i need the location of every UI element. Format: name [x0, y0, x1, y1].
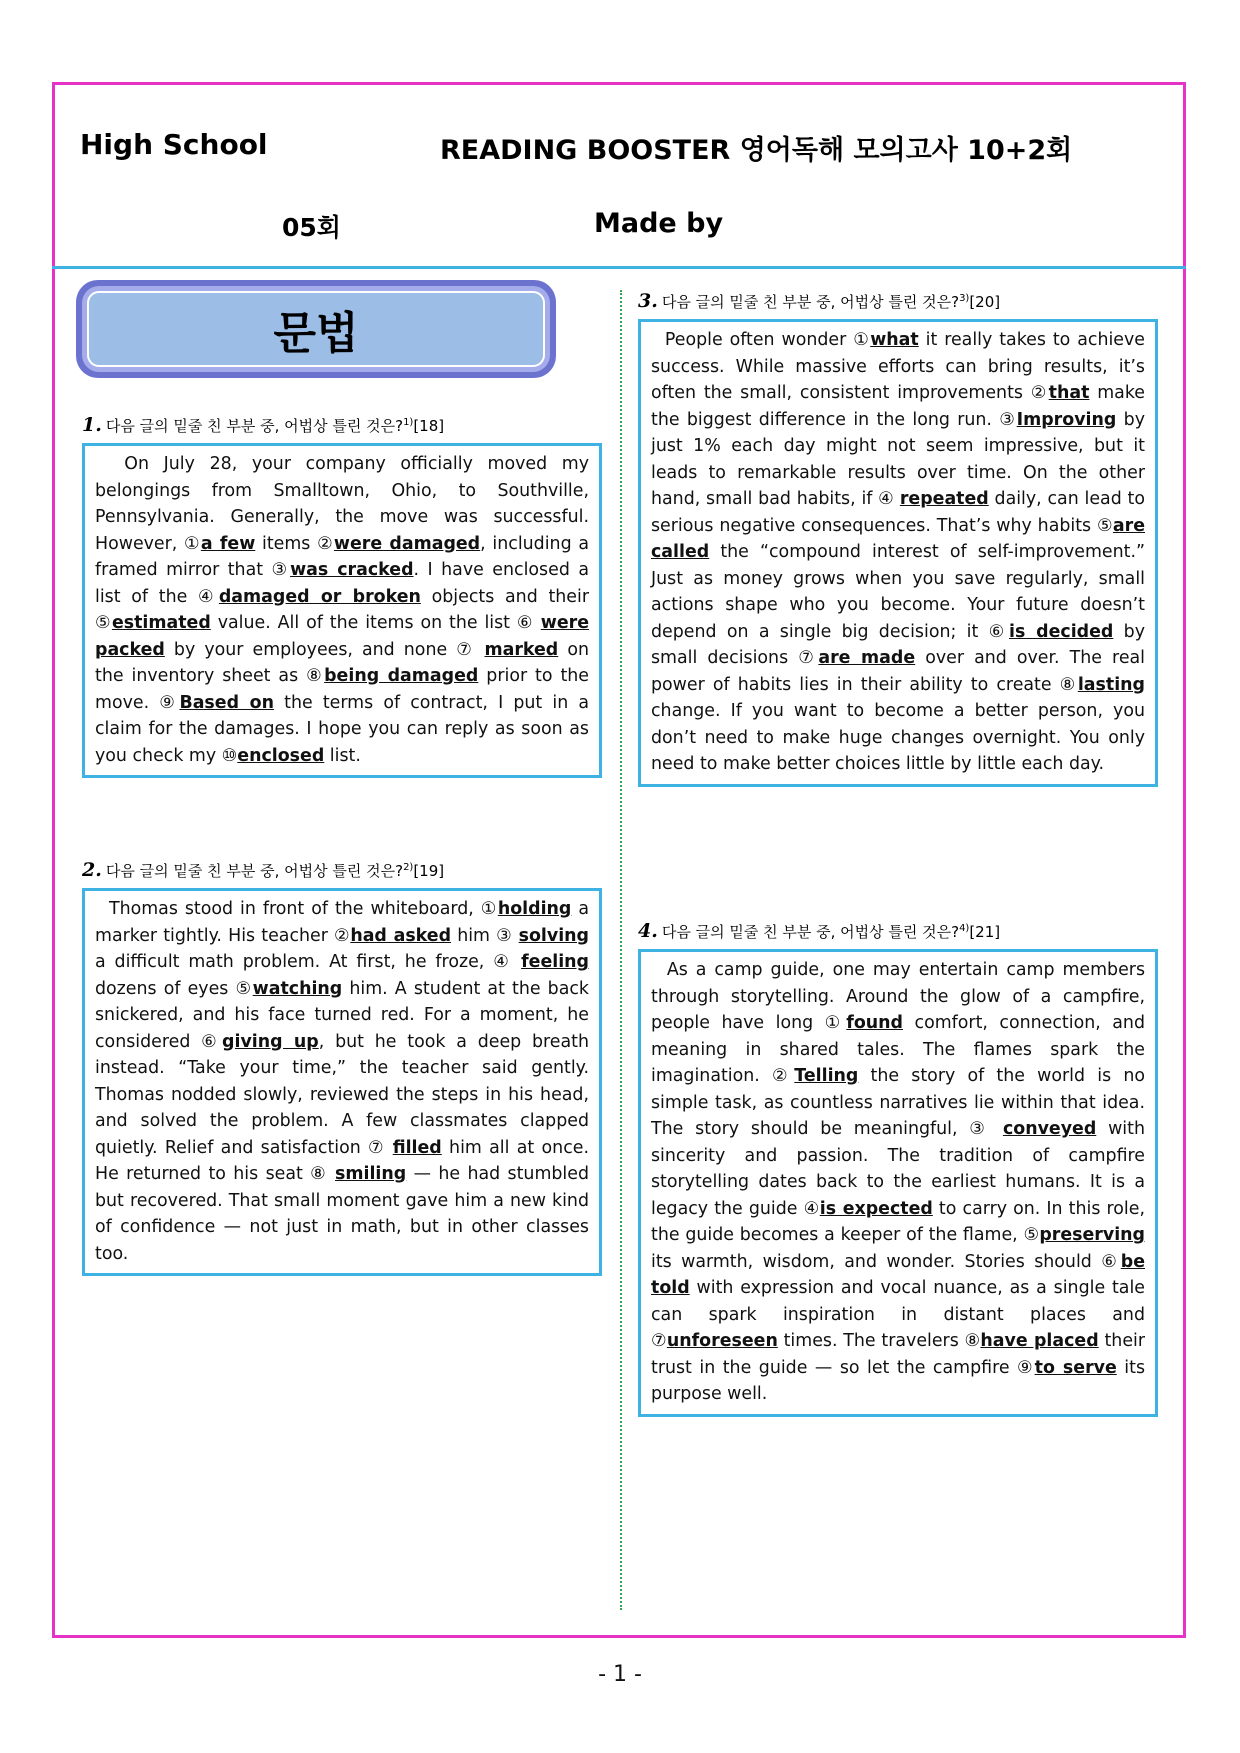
passage-text: objects and their ⑤	[95, 586, 589, 633]
underlined-answer: were damaged	[333, 533, 481, 554]
footnote-ref: 2)	[403, 862, 414, 873]
passage-text: times. The travelers ⑧	[777, 1331, 981, 1351]
underlined-answer: marked	[484, 639, 559, 660]
page-number: - 1 -	[598, 1662, 642, 1687]
passage-text: — he had stumbled but recovered. That small moment gave him a new kind of confidence — not just in math, but in other classes too.	[95, 1164, 589, 1264]
passage-text: over and over. The real power of habits lies in their ability to create ⑧	[651, 648, 1146, 695]
passage-text: the story of the world is no simple task, as countless narratives lie within that idea. The story should be meaningful, ③	[651, 1066, 1146, 1139]
question-number: 3.	[638, 290, 658, 312]
question-1-title	[82, 414, 444, 436]
question-3-passage	[638, 319, 1158, 787]
question-code: [21]	[969, 923, 1001, 941]
round-label: 05회	[282, 213, 341, 242]
underlined-answer: conveyed	[1002, 1119, 1097, 1139]
passage-text: a marker tightly. His teacher ②	[95, 899, 589, 946]
underlined-answer: are called	[651, 515, 1145, 562]
passage-text: him. A student at the back snickered, and his face turned red. For a moment, he considered ⑥	[95, 978, 589, 1052]
underlined-answer: feeling	[521, 952, 589, 972]
passage-text: by just 1% each day might not seem impressive, but it leads to remarkable results over time. On the other hand, small bad habits, if ④	[651, 409, 1145, 509]
underlined-answer: is expected	[819, 1198, 933, 1219]
passage-text: On July 28, your company officially moved my belongings from Smalltown, Ohio, to Southville, Pennsylvania. Generally, the move was successful. However, ①	[95, 454, 589, 554]
passage-text: him ③	[451, 925, 519, 946]
passage-text: by your employees, and none ⑦	[164, 639, 485, 660]
underlined-answer: to serve	[1034, 1357, 1117, 1378]
underlined-answer: preserving	[1039, 1225, 1145, 1245]
question-prompt: 다음 글의 밑줄 친 부분 중, 어법상 틀린 것은?	[105, 862, 404, 880]
underlined-answer: be told	[651, 1251, 1145, 1298]
underlined-answer: giving up	[222, 1031, 319, 1052]
underlined-answer: have placed	[980, 1331, 1099, 1351]
question-code: [18]	[413, 417, 445, 435]
passage-text: make the biggest difference in the long run. ③	[651, 383, 1145, 430]
underlined-answer: were packed	[95, 613, 590, 660]
footnote-ref: 1)	[403, 417, 414, 428]
passage-text: to carry on. In this role, the guide becomes a keeper of the flame, ⑤	[651, 1198, 1145, 1245]
section-title: 문법	[87, 291, 545, 367]
underlined-answer: holding	[497, 899, 572, 919]
question-prompt: 다음 글의 밑줄 친 부분 중, 어법상 틀린 것은?	[661, 923, 960, 941]
underlined-answer: filled	[392, 1137, 442, 1158]
passage-text: People often wonder ①	[664, 330, 871, 350]
passage-text: As a camp guide, one may entertain camp members through storytelling. Around the glow of a campfire, people have long ①	[651, 960, 1146, 1033]
passage-text: daily, can lead to serious negative consequences. That’s why habits ⑤	[651, 489, 1145, 536]
underlined-answer: solving	[518, 925, 589, 946]
question-number: 1.	[82, 414, 102, 436]
passage-text: change. If you want to become a better person, you don’t need to make huge changes overnight. You only need to make better choices little by little each day.	[651, 701, 1145, 774]
footnote-ref: 3)	[959, 293, 970, 304]
underlined-answer: being damaged	[324, 666, 479, 686]
passage-text: , but he took a deep breath instead. “Take your time,” the teacher said gently. Thomas nodded slowly, reviewed the steps in his head, and solved the problem. A few classmates clapped quietly. Relief and satisfaction ⑦	[95, 1031, 589, 1158]
underlined-answer: smiling	[335, 1164, 407, 1184]
underlined-answer: damaged or broken	[218, 586, 421, 607]
exam-title: READING BOOSTER 영어독해 모의고사 10+2회	[440, 135, 1073, 166]
passage-text: . I have enclosed a list of the ④	[95, 560, 589, 607]
passage-text: with expression and vocal nuance, as a single tale can spark inspiration in distant places and ⑦	[651, 1278, 1145, 1351]
question-code: [19]	[413, 862, 445, 880]
passage-text: its purpose well.	[651, 1357, 1145, 1404]
question-2-title	[82, 859, 444, 881]
underlined-answer: Telling	[794, 1066, 859, 1086]
footnote-ref: 4)	[959, 923, 970, 934]
underlined-answer: estimated	[111, 613, 211, 633]
passage-text: dozens of eyes ⑤	[95, 978, 253, 999]
passage-text: a difficult math problem. At first, he froze, ④	[95, 952, 522, 972]
passage-text: the “compound interest of self-improvement.” Just as money grows when you save regularly, small actions shape who you become. Your future doesn’t depend on a single big decision; it ⑥	[651, 542, 1145, 642]
question-number: 2.	[82, 859, 102, 881]
question-3-title	[638, 290, 1000, 312]
question-prompt: 다음 글의 밑줄 친 부분 중, 어법상 틀린 것은?	[105, 417, 404, 435]
underlined-answer: is decided	[1009, 621, 1114, 642]
underlined-answer: Improving	[1016, 409, 1117, 430]
underlined-answer: was cracked	[290, 560, 414, 580]
passage-text: on the inventory sheet as ⑧	[95, 639, 589, 686]
underlined-answer: are made	[818, 648, 916, 668]
underlined-answer: repeated	[899, 489, 989, 509]
passage-text: comfort, connection, and meaning in shared tales. The flames spark the imagination. ②	[651, 1013, 1145, 1086]
passage-text: its warmth, wisdom, and wonder. Stories should ⑥	[651, 1251, 1121, 1272]
passage-text: it really takes to achieve success. While massive efforts can bring results, it’s often the small, consistent improvements ②	[651, 330, 1145, 403]
question-number: 4.	[638, 920, 658, 942]
passage-text: their trust in the guide — so let the campfire ⑨	[651, 1331, 1145, 1378]
question-code: [20]	[969, 293, 1001, 311]
underlined-answer: had asked	[350, 925, 452, 946]
passage-text: list.	[324, 745, 361, 766]
question-4-title	[638, 920, 1000, 942]
underlined-answer: enclosed	[237, 745, 325, 766]
underlined-answer: that	[1048, 383, 1090, 403]
passage-text: value. All of the items on the list ⑥	[210, 613, 541, 633]
question-4-passage	[638, 949, 1158, 1417]
passage-text: , including a framed mirror that ③	[95, 533, 589, 580]
passage-text: Thomas stood in front of the whiteboard, ①	[108, 899, 498, 919]
section-banner	[76, 280, 556, 378]
underlined-answer: what	[870, 330, 919, 350]
underlined-answer: found	[846, 1013, 903, 1033]
passage-text: prior to the move. ⑨	[95, 666, 589, 713]
underlined-answer: lasting	[1077, 674, 1145, 695]
underlined-answer: unforeseen	[666, 1331, 778, 1351]
underlined-answer: a few	[200, 533, 256, 554]
passage-text: by small decisions ⑦	[651, 621, 1146, 668]
underlined-answer: Based on	[179, 692, 275, 713]
column-divider	[620, 290, 622, 1610]
school-label: High School	[80, 128, 268, 161]
made-by-label: Made by	[594, 208, 724, 239]
passage-text: with sincerity and passion. The tradition of campfire storytelling dates back to the earliest humans. It is a legacy the guide ④	[651, 1119, 1145, 1219]
passage-text: him all at once. He returned to his seat ⑧	[95, 1137, 589, 1184]
underlined-answer: watching	[252, 978, 343, 999]
question-2-passage	[82, 888, 602, 1276]
passage-text: items ②	[255, 533, 334, 554]
question-1-passage	[82, 443, 602, 778]
passage-text: the terms of contract, I put in a claim for the damages. I hope you can reply as soon as you check my ⑩	[95, 692, 590, 766]
header-divider	[52, 266, 1186, 269]
question-prompt: 다음 글의 밑줄 친 부분 중, 어법상 틀린 것은?	[661, 293, 960, 311]
